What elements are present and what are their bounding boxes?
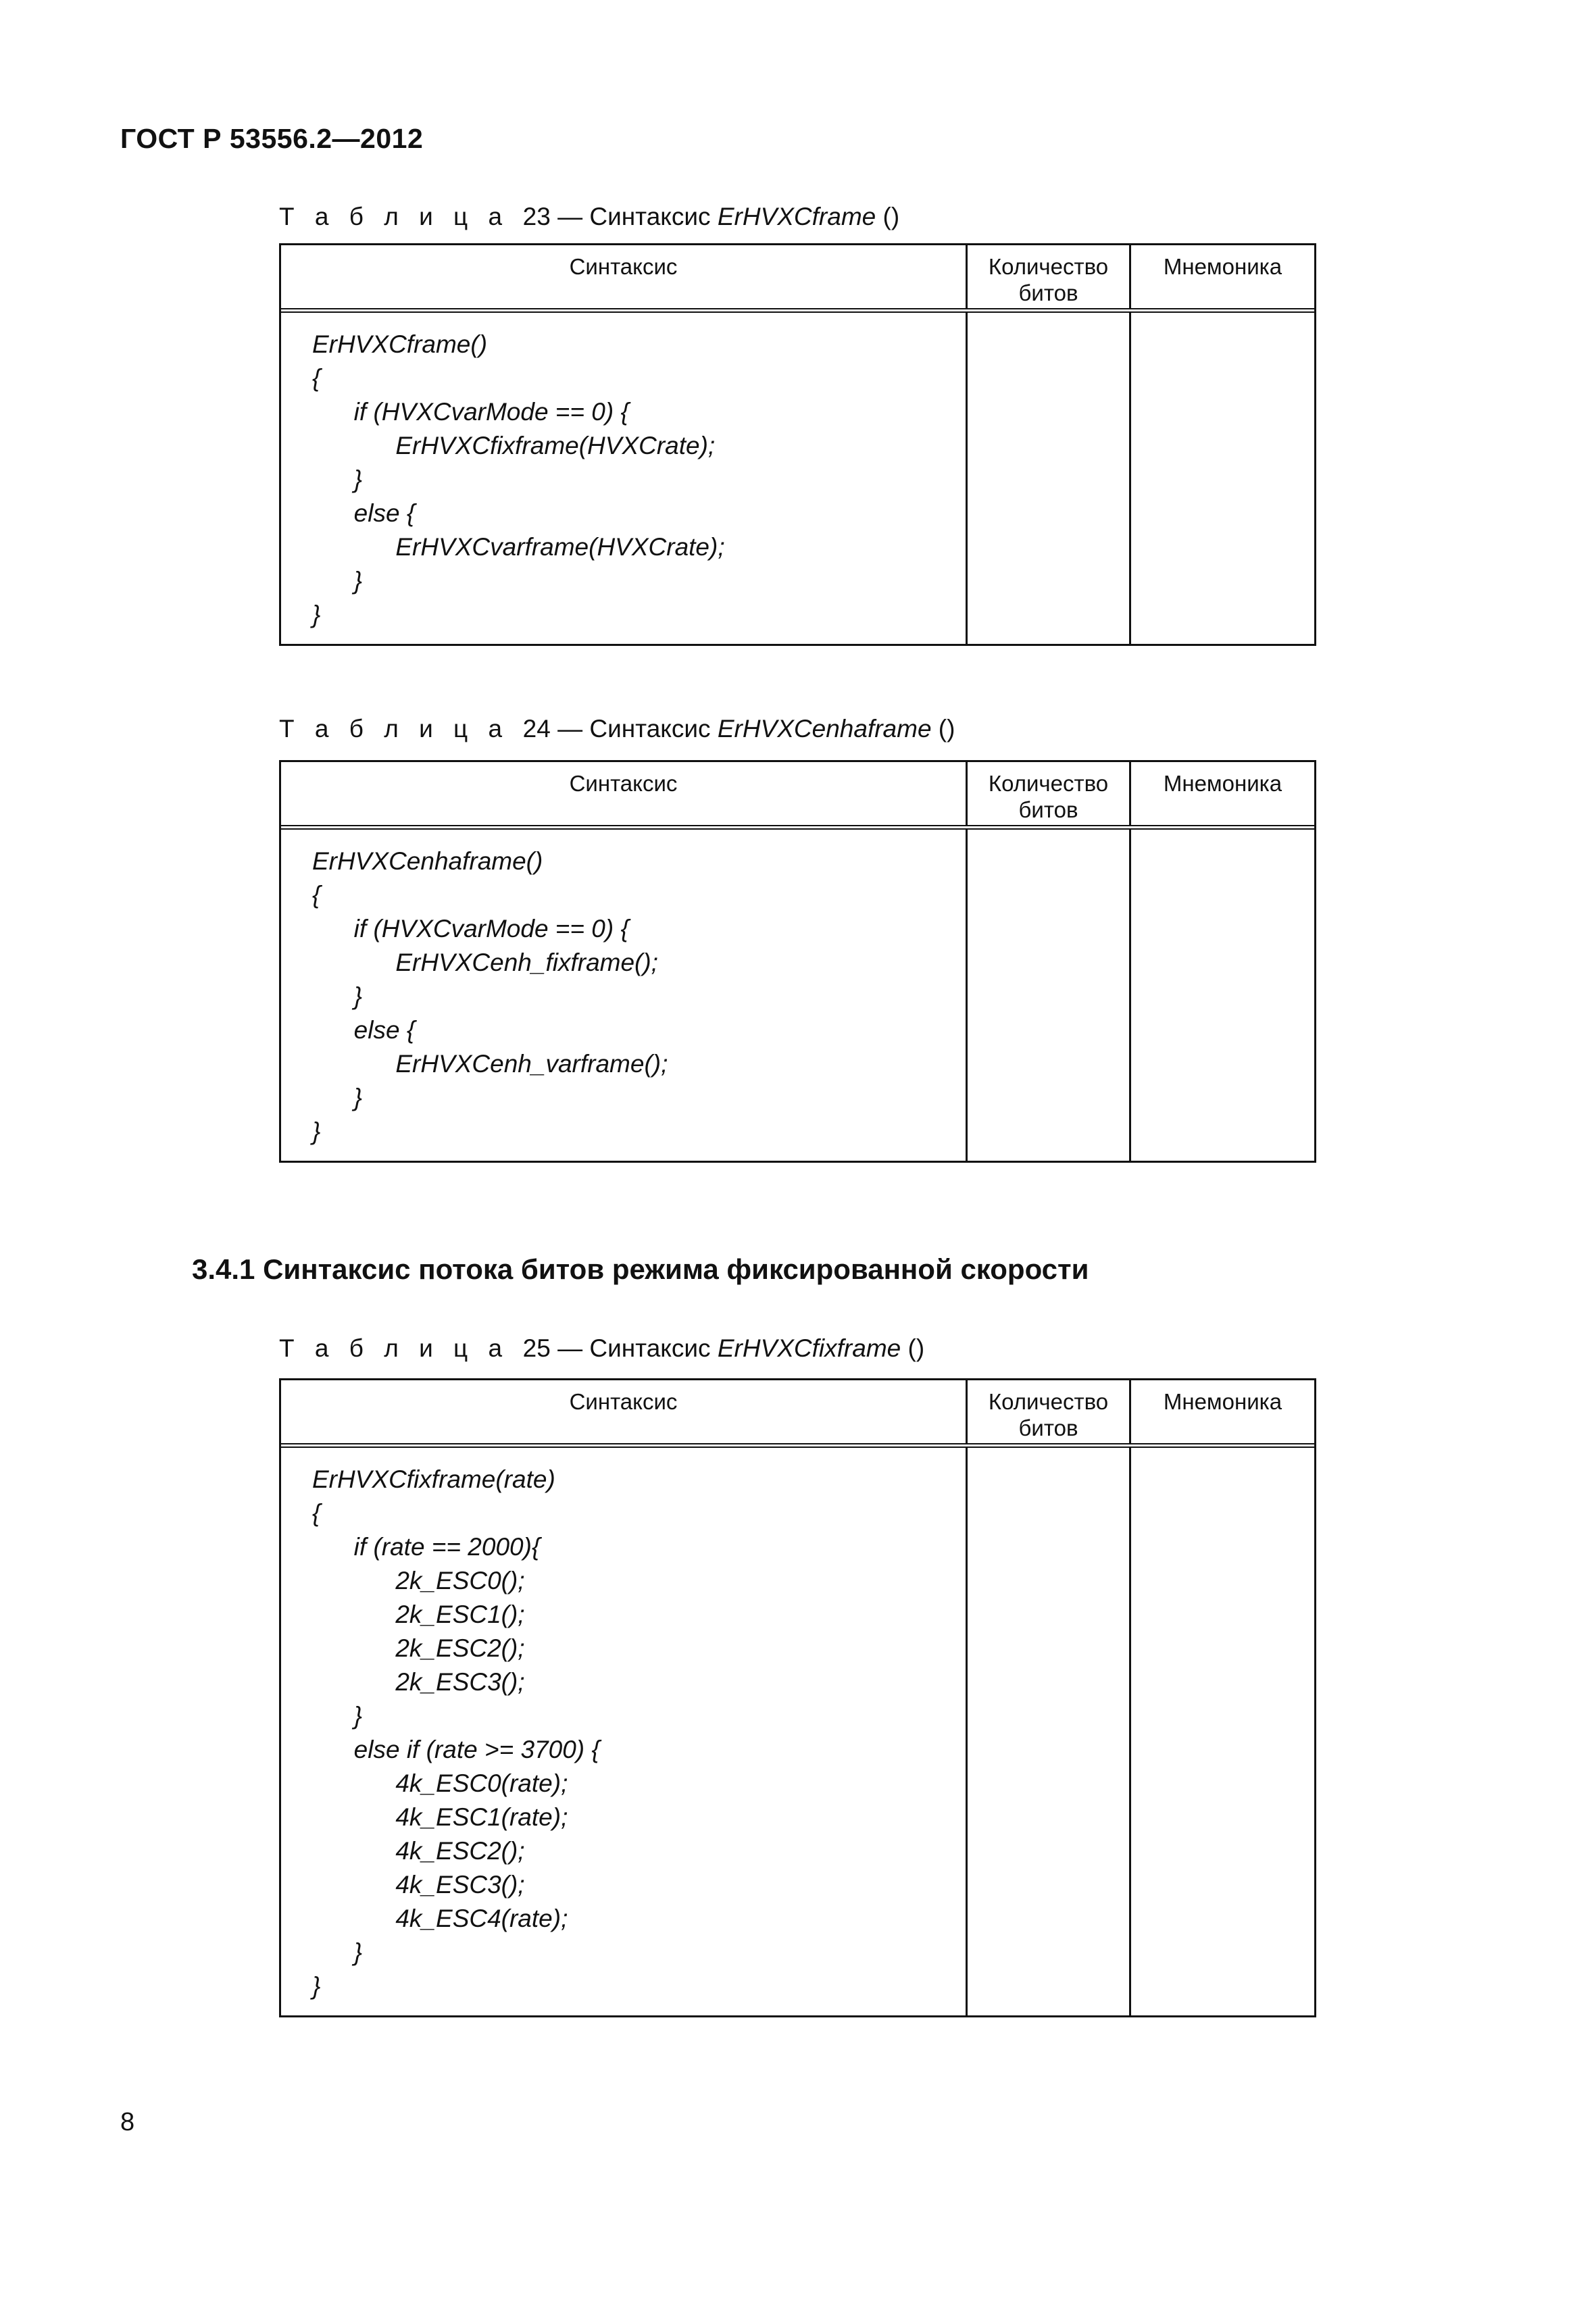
code-line: 4k_ESC4(rate); xyxy=(312,1905,568,1932)
code-line: 2k_ESC1(); xyxy=(312,1601,525,1628)
code-line: if (HVXCvarMode == 0) { xyxy=(312,398,629,426)
code-line: } xyxy=(312,1084,363,1111)
table-header-row xyxy=(281,245,1314,313)
table-header-row xyxy=(281,1380,1314,1448)
syntax-table xyxy=(279,243,1316,646)
table-caption xyxy=(279,715,955,743)
code-block xyxy=(281,1448,968,2015)
code-line: else { xyxy=(312,499,416,527)
code-line: } xyxy=(312,1938,363,1966)
code-line: ErHVXCenh_varframe(); xyxy=(312,1050,668,1078)
bits-cell xyxy=(968,830,1131,1161)
code-line: } xyxy=(312,1702,363,1730)
section-heading: 3.4.1 Синтаксис потока битов режима фиксированной скорости xyxy=(192,1253,1089,1285)
caption-name: ErHVXCframe xyxy=(717,203,876,230)
page-number: 8 xyxy=(120,2108,135,2136)
code-line: { xyxy=(312,881,321,909)
mnemonic-cell xyxy=(1131,313,1314,644)
code-line: } xyxy=(312,1972,321,2000)
header-bits: Количество битов xyxy=(968,245,1131,308)
table-body-row xyxy=(281,313,1314,644)
caption-prefix: Т а б л и ц а xyxy=(279,203,509,230)
code-line: 2k_ESC3(); xyxy=(312,1668,525,1696)
code-line: 2k_ESC0(); xyxy=(312,1567,525,1594)
code-line: 2k_ESC2(); xyxy=(312,1634,525,1662)
code-line: ErHVXCfixframe(rate) xyxy=(312,1465,555,1493)
code-line: ErHVXCfixframe(HVXCrate); xyxy=(312,432,716,459)
caption-prefix: Т а б л и ц а xyxy=(279,1334,509,1362)
code-line: 4k_ESC0(rate); xyxy=(312,1769,568,1797)
code-line: } xyxy=(312,982,363,1010)
caption-name: ErHVXCfixframe xyxy=(717,1334,901,1362)
header-syntax: Синтаксис xyxy=(281,245,968,308)
code-line: else { xyxy=(312,1016,416,1044)
table-caption xyxy=(279,1334,924,1363)
bits-cell xyxy=(968,1448,1131,2015)
header-syntax: Синтаксис xyxy=(281,762,968,825)
header-bits: Количество битов xyxy=(968,1380,1131,1443)
code-line: ErHVXCenh_fixframe(); xyxy=(312,949,658,976)
table-caption xyxy=(279,203,899,231)
syntax-table xyxy=(279,1378,1316,2017)
code-line: { xyxy=(312,1499,321,1527)
code-line: } xyxy=(312,1117,321,1145)
table-header-row xyxy=(281,762,1314,830)
header-syntax: Синтаксис xyxy=(281,1380,968,1443)
caption-suffix: () xyxy=(931,715,955,743)
document-header: ГОСТ Р 53556.2—2012 xyxy=(120,123,424,154)
mnemonic-cell xyxy=(1131,1448,1314,2015)
mnemonic-cell xyxy=(1131,830,1314,1161)
caption-suffix: () xyxy=(901,1334,925,1362)
caption-number: 23 — Синтаксис xyxy=(522,203,718,230)
code-line: } xyxy=(312,567,363,595)
caption-name: ErHVXCenhaframe xyxy=(717,715,932,743)
code-line: ErHVXCframe() xyxy=(312,330,488,358)
bits-cell xyxy=(968,313,1131,644)
code-line: 4k_ESC2(); xyxy=(312,1837,525,1865)
table-body-row xyxy=(281,830,1314,1161)
header-mnemonic: Мнемоника xyxy=(1163,254,1282,279)
code-block xyxy=(281,830,968,1161)
table-body-row xyxy=(281,1448,1314,2015)
code-line: else if (rate >= 3700) { xyxy=(312,1736,600,1763)
code-line: 4k_ESC3(); xyxy=(312,1871,525,1898)
code-line: if (HVXCvarMode == 0) { xyxy=(312,915,629,942)
code-line: ErHVXCvarframe(HVXCrate); xyxy=(312,533,725,561)
code-line: if (rate == 2000){ xyxy=(312,1533,541,1561)
code-line: { xyxy=(312,364,321,392)
code-line: } xyxy=(312,601,321,628)
caption-prefix: Т а б л и ц а xyxy=(279,715,509,743)
caption-suffix: () xyxy=(876,203,900,230)
code-line: } xyxy=(312,466,363,493)
header-mnemonic: Мнемоника xyxy=(1163,1389,1282,1414)
code-line: 4k_ESC1(rate); xyxy=(312,1803,568,1831)
header-mnemonic: Мнемоника xyxy=(1163,771,1282,796)
code-line: ErHVXCenhaframe() xyxy=(312,847,543,875)
caption-number: 24 — Синтаксис xyxy=(522,715,718,743)
header-bits: Количество битов xyxy=(968,762,1131,825)
caption-number: 25 — Синтаксис xyxy=(522,1334,718,1362)
syntax-table xyxy=(279,760,1316,1163)
code-block xyxy=(281,313,968,644)
